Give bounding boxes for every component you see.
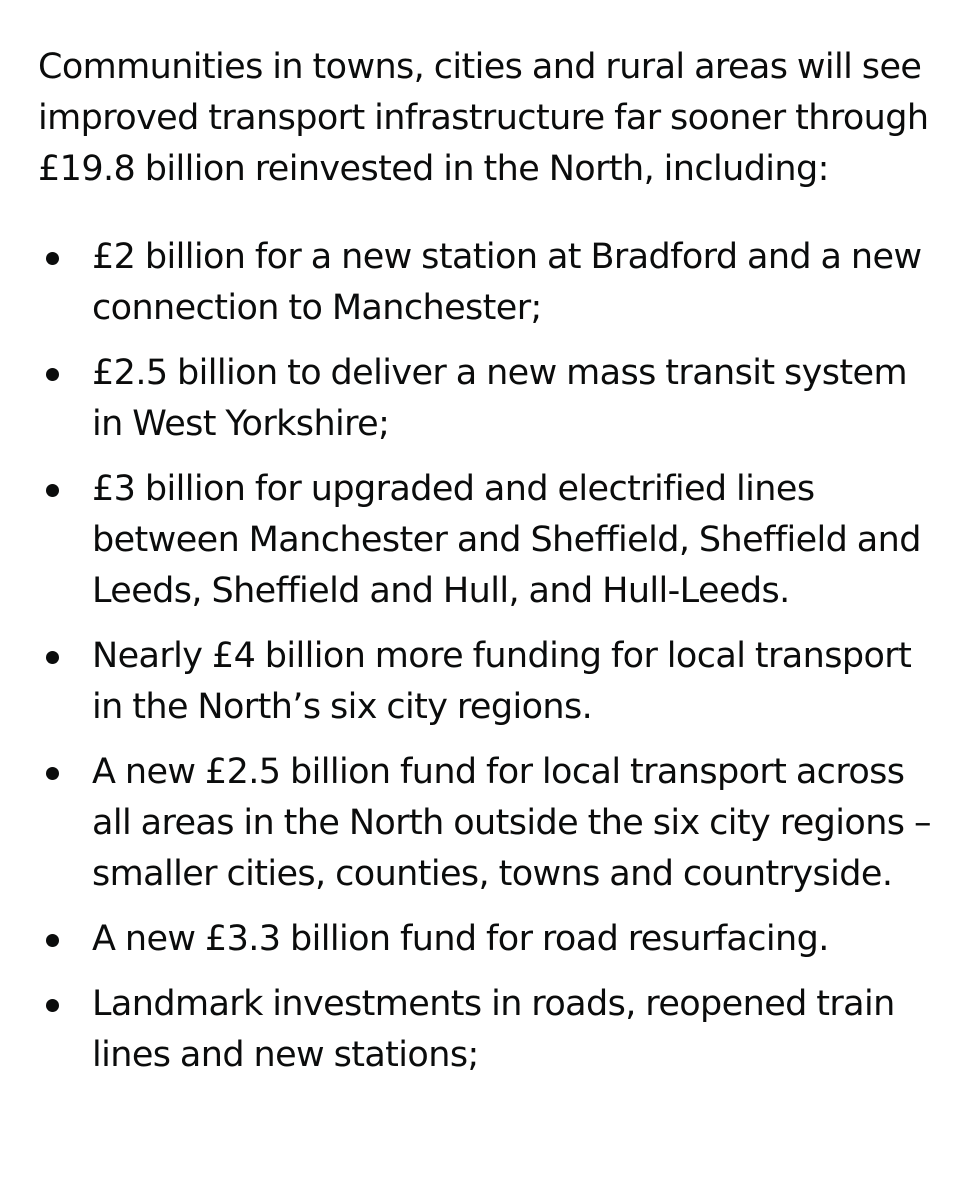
list-item xyxy=(38,232,938,334)
list-item xyxy=(38,348,938,450)
bullet-icon xyxy=(46,767,59,780)
list-item-text: A new £3.3 billion fund for road resurfacing. xyxy=(92,919,829,959)
list-item xyxy=(38,631,938,733)
bullet-icon xyxy=(46,651,59,664)
list-item xyxy=(38,914,938,965)
bullet-icon xyxy=(46,484,59,497)
list-item xyxy=(38,747,938,900)
list-item-text: Landmark investments in roads, reopened train lines and new stations; xyxy=(92,984,895,1075)
list-item-text: £2.5 billion to deliver a new mass transit system in West Yorkshire; xyxy=(92,353,907,444)
list-item-text: A new £2.5 billion fund for local transport across all areas in the North outside the six city regions – smaller cities, counties, towns and countryside. xyxy=(92,752,931,894)
list-item xyxy=(38,979,938,1081)
bullet-icon xyxy=(46,252,59,265)
bullet-icon xyxy=(46,934,59,947)
article-body xyxy=(38,42,938,1095)
bullet-icon xyxy=(46,368,59,381)
intro-paragraph: Communities in towns, cities and rural areas will see improved transport infrastructure far sooner through £19.8 billion reinvested in the North, including: xyxy=(38,47,929,189)
bullet-icon xyxy=(46,999,59,1012)
list-item-text: Nearly £4 billion more funding for local transport in the North’s six city regions. xyxy=(92,636,912,727)
funding-list xyxy=(38,232,938,1081)
list-item-text: £2 billion for a new station at Bradford and a new connection to Manchester; xyxy=(92,237,922,328)
list-item xyxy=(38,464,938,617)
list-item-text: £3 billion for upgraded and electrified lines between Manchester and Sheffield, Sheffield and Leeds, Sheffield and Hull, and Hull-Leeds. xyxy=(92,469,921,611)
